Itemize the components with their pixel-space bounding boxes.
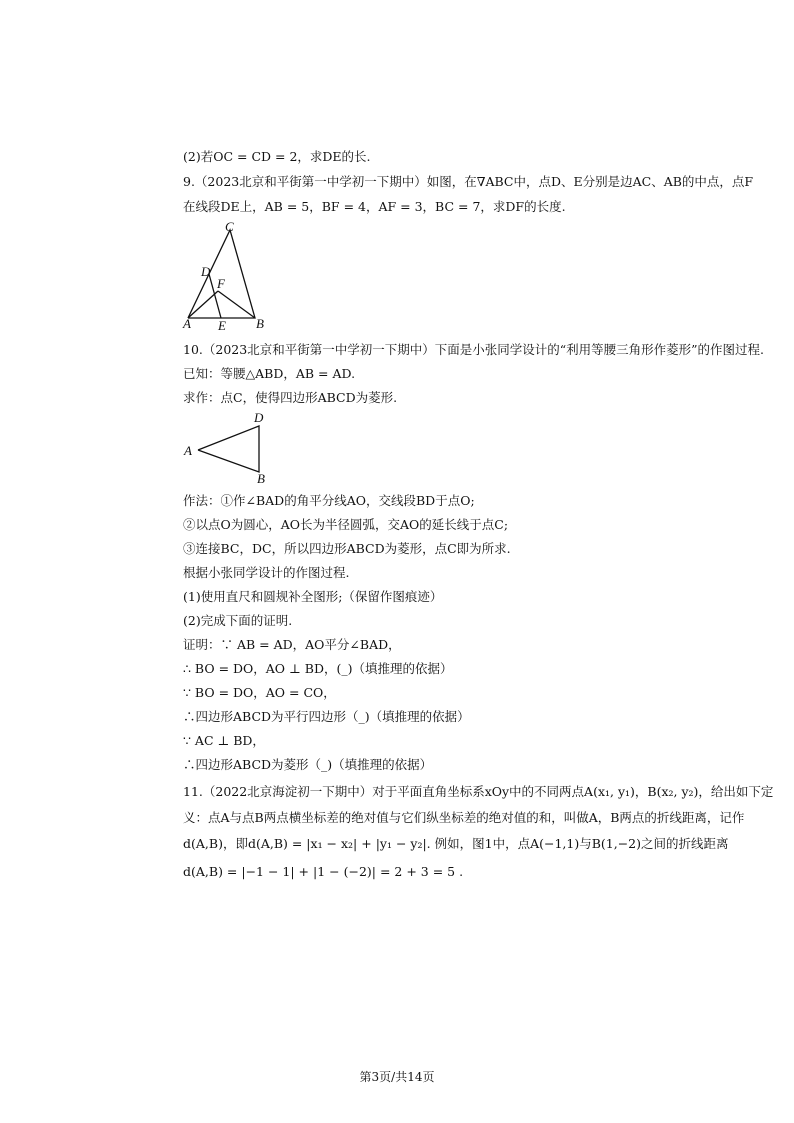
- text-line-6: 求作：点C，使得四边形ABCD为菱形.: [183, 390, 398, 405]
- label-d: D: [201, 264, 211, 279]
- isosceles-triangle-figure: [180, 409, 270, 485]
- label-a: A: [183, 316, 191, 331]
- triangle-figure-abc: [180, 218, 270, 333]
- triangle-outline: [188, 230, 255, 318]
- page-number-footer: 第3页/共14页: [359, 1070, 435, 1084]
- segment-bf: [218, 291, 255, 318]
- text-line-12: (2)完成下面的证明.: [183, 613, 293, 628]
- text-line-7: 作法：①作∠BAD的角平分线AO，交线段BD于点O;: [183, 493, 475, 508]
- triangle-abd: [198, 426, 259, 472]
- text-line-22: d(A,B) = |−1 − 1| + |1 − (−2)| = 2 + 3 = 5 .: [183, 864, 464, 879]
- text-line-15: ∵ BO = DO，AO = CO，: [183, 685, 336, 700]
- text-line-17: ∵ AC ⊥ BD，: [183, 733, 265, 748]
- label-b: B: [257, 471, 265, 485]
- text-line-14: ∴ BO = DO，AO ⊥ BD，(_)（填推理的依据）: [183, 661, 453, 676]
- text-line-11: (1)使用直尺和圆规补全图形;（保留作图痕迹）: [183, 589, 443, 604]
- label-a: A: [184, 443, 192, 458]
- text-line-18: ∴四边形ABCD为菱形（_)（填推理的依据）: [183, 757, 433, 772]
- text-line-2: 9.（2023北京和平街第一中学初一下期中）如图，在∇ABC中，点D、E分别是边AC、AB的中点，点F: [183, 174, 754, 189]
- text-line-5: 已知：等腰△ABD，AB = AD.: [183, 366, 356, 381]
- text-line-4: 10.（2023北京和平街第一中学初一下期中）下面是小张同学设计的“利用等腰三角形作菱形”的作图过程.: [183, 342, 764, 357]
- label-f: F: [217, 276, 225, 291]
- text-line-9: ③连接BC，DC，所以四边形ABCD为菱形，点C即为所求.: [183, 541, 511, 556]
- text-line-10: 根据小张同学设计的作图过程.: [183, 565, 350, 580]
- text-line-8: ②以点O为圆心，AO长为半径圆弧，交AO的延长线于点C;: [183, 517, 509, 532]
- text-line-20: 义：点A与点B两点横坐标差的绝对值与它们纵坐标差的绝对值的和，叫做A，B两点的折线距离，记作: [183, 810, 745, 825]
- text-line-16: ∴四边形ABCD为平行四边形（_)（填推理的依据）: [183, 709, 470, 724]
- label-e: E: [218, 318, 226, 333]
- label-b: B: [256, 316, 264, 331]
- text-line-3: 在线段DE上，AB = 5，BF = 4，AF = 3，BC = 7，求DF的长度.: [183, 199, 566, 214]
- text-line-19: 11.（2022北京海淀初一下期中）对于平面直角坐标系xOy中的不同两点A(x₁, y₁)，B(x₂, y₂)，给出如下定: [183, 784, 774, 799]
- label-c: C: [225, 219, 234, 234]
- segment-af: [188, 291, 218, 318]
- text-line-1: (2)若OC = CD = 2，求DE的长.: [183, 149, 371, 164]
- label-d: D: [254, 410, 264, 425]
- text-line-13: 证明：∵ AB = AD，AO平分∠BAD，: [183, 637, 401, 652]
- text-line-21: d(A,B)，即d(A,B) = |x₁ − x₂| + |y₁ − y₂|. 例如，图1中，点A(−1,1)与B(1,−2)之间的折线距离: [183, 836, 729, 851]
